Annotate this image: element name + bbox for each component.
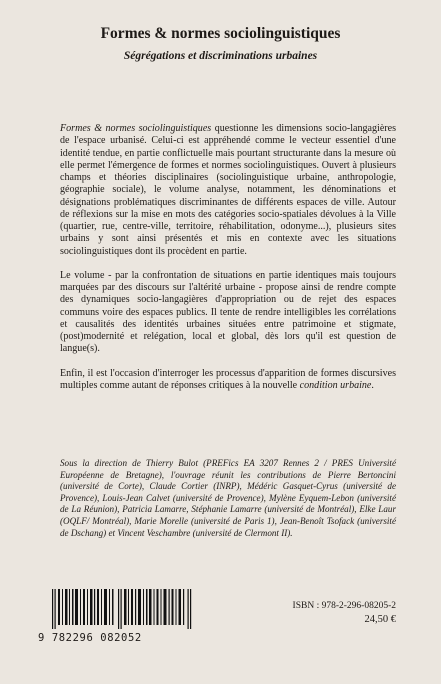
description-paragraph-1: Formes & normes sociolinguistiques questionne les dimensions socio-langagières de l'espace urbanisé. Celui-ci est appréhendé comme le vecteur essentiel d'une identité tendue, en partie conflictuelle mais pourtant structurante dans la mesure où elle permet l'émergence de formes et normes sociolinguistiques. Ouvert à plusieurs champs et théories disciplinaires (sociolinguistique urbaine, anthropologie, géographie sociale), le volume analyse, notamment, les dénominations et désignations problématiques discriminantes de différents espaces de ville. Autour de réflexions sur la mise en mots des catégories socio-spatiales dévolues à la Ville (quartier, rue, centre-ville, territoire, réhabilitation, odonyme...), plusieurs sites urbains y sont ainsi présentés et mis en contexte avec les situations sociolinguistiques dont ils procèdent en partie. — [60, 123, 396, 257]
description — [60, 123, 396, 392]
contributors-credits: Sous la direction de Thierry Bulot (PREFics EA 3207 Rennes 2 / PRES Université Européenne de Bretagne), l'ouvrage réunit les contributions de Pierre Bertoncini (université de Corte), Claude Cortier (INRP), Médéric Gasquet-Cyrus (université de Provence), Louis-Jean Calvet (université de Provence), Mylène Eyquem-Lebon (université de La Réunion), Patricia Lamarre, Stéphanie Lamarre (université de Montréal), Elke Laur (OQLF/ Montréal), Marie Morelle (université de Paris 1), Jean-Benoît Tsofack (université de Dschang) et Vincent Veschambre (université de Clermont II). — [60, 458, 396, 538]
isbn-barcode — [52, 589, 192, 629]
description-paragraph-3: Enfin, il est l'occasion d'interroger les processus d'apparition de formes discursives multiples comme autant de réponses critiques à la nouvelle condition urbaine. — [60, 367, 396, 391]
barcode-digits: 9 782296 082052 — [38, 632, 142, 644]
condition-urbaine-emphasis: condition urbaine — [299, 379, 372, 391]
book-title: Formes & normes sociolinguistiques — [100, 25, 341, 42]
isbn-number: ISBN : 978-2-296-08205-2 — [292, 601, 396, 611]
book-subtitle: Ségrégations et discriminations urbaines — [123, 50, 318, 62]
price: 24,50 € — [364, 614, 396, 625]
title-reference: Formes & normes sociolinguistiques — [60, 123, 212, 134]
description-paragraph-2: Le volume - par la confrontation de situations en partie identiques mais toujours marquées par des discours sur l'altérité urbaine - propose ainsi de rendre compte des dynamiques socio-langagières d'appropriation ou de rejet des espaces communs voire des espaces publics. Il tente de rendre intelligibles les corrélations et causalités des identités urbaines situées entre patrimoine et stigmate, (post)modernité et relégation, local et global, dès lors qu'il est question de langue(s). — [60, 269, 396, 355]
